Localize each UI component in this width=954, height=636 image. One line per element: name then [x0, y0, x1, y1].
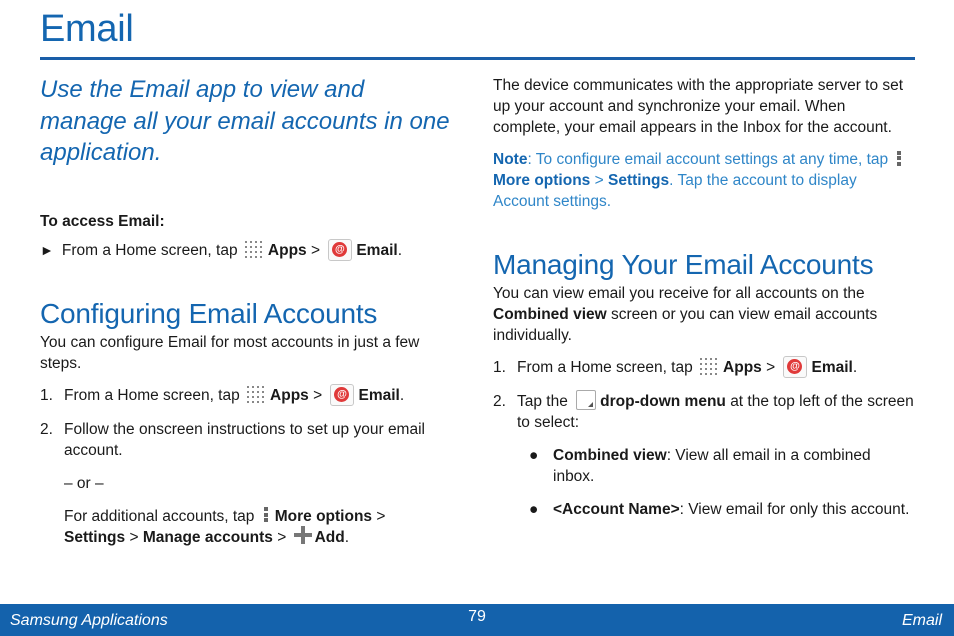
email-label: Email [356, 241, 398, 259]
add-label: Add [314, 528, 345, 546]
access-text: From a Home screen, tap [61, 241, 238, 259]
separator: > [277, 528, 287, 546]
manage-accounts-label: Manage accounts [142, 528, 273, 546]
add-plus-icon [294, 526, 312, 544]
period: . [344, 528, 350, 546]
additional-accounts-instruction [40, 506, 450, 548]
list-item [493, 445, 915, 487]
configuring-body: You can configure Email for most accounts in just a few steps. [40, 333, 420, 372]
dropdown-menu-label: drop-down menu [600, 393, 726, 410]
configuring-heading: Configuring Email Accounts [40, 297, 378, 329]
note-text: : To configure email account settings at any time, tap [527, 151, 889, 168]
separator: > [766, 359, 776, 377]
page-footer [0, 604, 954, 636]
step-text: Follow the onscreen instructions to set up your email account. [64, 420, 425, 459]
step-text: Tap the [517, 393, 568, 410]
email-label: Email [811, 359, 853, 377]
managing-body [493, 283, 915, 346]
manage-step-1 [493, 357, 915, 379]
access-heading: To access Email: [40, 212, 165, 230]
footer-chapter-name: Email [901, 612, 942, 629]
page-title: Email [40, 8, 134, 50]
more-options-label: More options [274, 507, 373, 525]
settings-label: Settings [608, 172, 670, 189]
period: . [397, 241, 403, 259]
footer-section-name: Samsung Applications [10, 612, 168, 629]
bullet-bold: <Account Name> [553, 501, 680, 518]
additional-text: For additional accounts, tap [64, 507, 255, 525]
more-options-label: More options [493, 172, 591, 189]
server-paragraph: The device communicates with the appropriate server to set up your account and synchronize your email. When complete, your email appears in the Inbox for the account. [493, 77, 904, 136]
email-app-icon: @ [328, 239, 352, 261]
separator: > [594, 172, 604, 189]
list-item [493, 499, 915, 520]
dropdown-menu-icon [576, 390, 596, 410]
apps-label: Apps [270, 386, 309, 404]
step-text: From a Home screen, tap [517, 359, 693, 377]
step-number: 2. [40, 420, 53, 438]
managing-heading: Managing Your Email Accounts [493, 249, 874, 280]
step-text: at the top left of the screen to select: [517, 393, 914, 431]
arrow-bullet: ► [40, 241, 54, 258]
managing-text: You can view email you receive for all accounts on the [493, 285, 865, 302]
note-label: Note [493, 151, 528, 168]
left-column [40, 74, 450, 548]
separator: > [310, 241, 321, 259]
email-app-icon: @ [330, 384, 354, 406]
right-column [493, 74, 915, 520]
step-number: 1. [493, 359, 506, 376]
separator: > [376, 507, 386, 525]
more-options-icon [263, 506, 269, 524]
or-divider: – or – [64, 474, 104, 492]
bullet-text: : View email for only this account. [679, 501, 910, 518]
step-text: From a Home screen, tap [64, 386, 240, 404]
managing-text: screen or you can view email accounts individually. [493, 306, 878, 344]
period: . [852, 359, 858, 377]
email-app-icon: @ [783, 356, 807, 378]
period: . [399, 386, 405, 404]
email-label: Email [358, 386, 400, 404]
bullet-text: : View all email in a combined inbox. [553, 447, 871, 485]
step-number: 1. [40, 386, 53, 404]
bullet-dot: ● [529, 501, 539, 518]
manage-step-2 [493, 391, 915, 433]
apps-label: Apps [723, 359, 762, 377]
apps-grid-icon [699, 357, 719, 377]
note-paragraph [493, 149, 915, 212]
apps-grid-icon [246, 385, 266, 405]
settings-label: Settings [64, 528, 126, 546]
intro-text: Use the Email app to view and manage all your email accounts in one application. [40, 76, 450, 166]
apps-label: Apps [267, 241, 307, 259]
bullet-bold: Combined view [553, 447, 667, 464]
note-text: . Tap the account to display Account settings. [493, 172, 857, 210]
apps-grid-icon [244, 240, 264, 260]
separator: > [129, 528, 139, 546]
step-number: 2. [493, 393, 506, 410]
config-step-1 [40, 385, 450, 407]
config-step-2 [40, 419, 450, 461]
separator: > [313, 386, 323, 404]
access-instruction [40, 240, 450, 262]
combined-view-label: Combined view [493, 306, 607, 323]
page-number: 79 [468, 608, 486, 625]
title-divider [40, 57, 915, 60]
more-options-icon [896, 150, 902, 168]
bullet-dot: ● [529, 447, 539, 464]
